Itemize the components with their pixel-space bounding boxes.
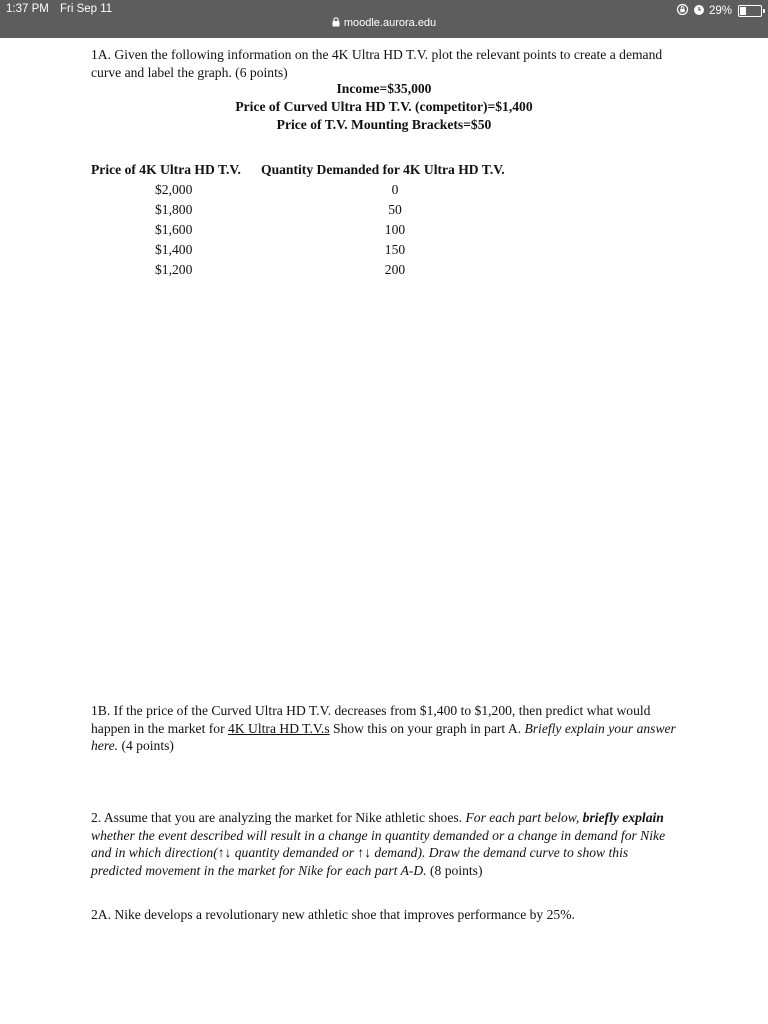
competitor-price-line: Price of Curved Ultra HD T.V. (competitor)=$1,400: [235, 99, 533, 114]
status-time: 1:37 PM: [6, 3, 49, 15]
status-icons: [676, 3, 762, 19]
table-header-price: Price of 4K Ultra HD T.V.: [91, 162, 241, 177]
table-header-quantity: Quantity Demanded for 4K Ultra HD T.V.: [261, 162, 505, 177]
income-line: Income=$35,000: [336, 81, 432, 96]
table-cell-price: $1,600: [155, 222, 193, 237]
question-2a: 2A. Nike develops a revolutionary new athletic shoe that improves performance by 25%.: [91, 907, 575, 922]
battery-level: [740, 7, 746, 15]
table-cell-price: $1,400: [155, 242, 193, 257]
table-cell-price: $1,800: [155, 202, 193, 217]
battery-icon: [738, 5, 762, 17]
table-cell-quantity: 50: [388, 202, 402, 217]
question-1a: 1A. Given the following information on the 4K Ultra HD T.V. plot the relevant points to create a demand curve and label the graph. (6 points): [91, 47, 663, 80]
rotation-lock-icon: [676, 3, 689, 19]
question-2: 2. Assume that you are analyzing the market for Nike athletic shoes. For each part below, briefly explain whether the event described will result in a change in quantity demanded or a change in demand for Nike and in which direction(↑↓ quantity demanded or ↑↓ demand). Draw the demand curve to show this predicted movement in the market for Nike for each part A-D. (8 points): [91, 810, 666, 878]
status-date: Fri Sep 11: [60, 3, 113, 15]
battery-percent: 29%: [708, 5, 732, 17]
question-1b: 1B. If the price of the Curved Ultra HD T.V. decreases from $1,400 to $1,200, then predict what would happen in the market for 4K Ultra HD T.V.s Show this on your graph in part A. Briefly explain your answer here. (4 points): [91, 703, 676, 753]
underlined-term: 4K Ultra HD T.V.s: [228, 720, 330, 736]
table-cell-quantity: 200: [384, 262, 406, 277]
table-cell-price: $2,000: [155, 182, 193, 197]
url-text: moodle.aurora.edu: [343, 17, 437, 29]
address-bar[interactable]: [0, 17, 768, 30]
status-bar: [0, 0, 768, 38]
table-cell-price: $1,200: [155, 262, 193, 277]
table-cell-quantity: 150: [384, 242, 406, 257]
table-cell-quantity: 100: [384, 222, 406, 237]
alarm-icon: [693, 4, 705, 19]
lock-icon: [332, 17, 340, 30]
table-cell-quantity: 0: [391, 182, 399, 197]
brackets-price-line: Price of T.V. Mounting Brackets=$50: [276, 117, 492, 132]
